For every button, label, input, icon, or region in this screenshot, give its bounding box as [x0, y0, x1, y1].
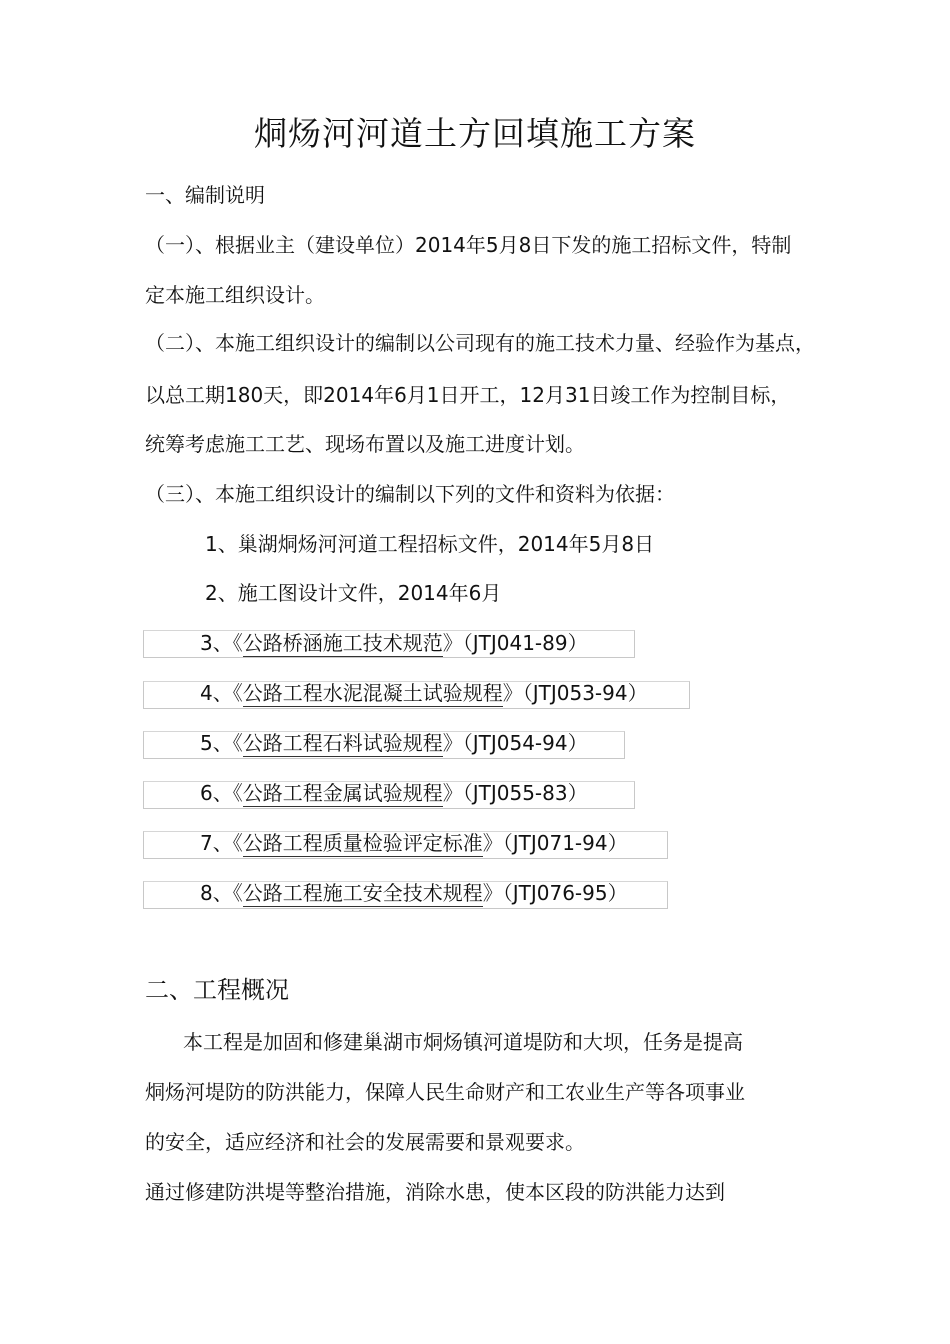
reference-item [200, 881, 628, 905]
reference-code: 》（JTJ041-89） [442, 631, 588, 655]
section2-p1-line1: 本工程是加固和修建巢湖市烔炀镇河道堤防和大坝，任务是提高 [183, 1030, 743, 1054]
reference-title: 公路工程施工安全技术规程 [242, 881, 483, 905]
reference-title: 公路工程金属试验规程 [242, 781, 443, 805]
section2-p2-line1: 通过修建防洪堤等整治措施，消除水患，使本区段的防洪能力达到 [145, 1180, 725, 1204]
section1-heading: 一、编制说明 [145, 183, 265, 207]
reference-item [200, 681, 648, 705]
reference-number: 3、《 [200, 631, 243, 655]
reference-item [200, 631, 588, 655]
document-title: 烔炀河河道土方回填施工方案 [254, 114, 696, 153]
section2-p1-line2: 烔炀河堤防的防洪能力，保障人民生命财产和工农业生产等各项事业 [145, 1080, 745, 1104]
reference-number: 7、《 [200, 831, 243, 855]
reference-code: 》（JTJ071-94） [482, 831, 628, 855]
reference-item [200, 781, 588, 805]
section2-p1-line3: 的安全，适应经济和社会的发展需要和景观要求。 [145, 1130, 585, 1154]
reference-number: 5、《 [200, 731, 243, 755]
reference-code: 》（JTJ055-83） [442, 781, 588, 805]
section2-heading: 二、工程概况 [145, 976, 289, 1004]
reference-item [200, 831, 628, 855]
reference-title: 公路桥涵施工技术规范 [242, 631, 443, 655]
section1-p2-line3: 统筹考虑施工工艺、现场布置以及施工进度计划。 [145, 432, 585, 456]
reference-code: 》（JTJ053-94） [502, 681, 648, 705]
reference-number: 8、《 [200, 881, 243, 905]
section1-p3: （三）、本施工组织设计的编制以下列的文件和资料为依据： [145, 482, 675, 506]
reference-title: 公路工程质量检验评定标准 [242, 831, 483, 855]
section1-p2-line2: 以总工期180天，即2014年6月1日开工，12月31日竣工作为控制目标， [145, 383, 791, 407]
reference-title: 公路工程水泥混凝土试验规程 [242, 681, 503, 705]
section1-p1-line1: （一）、根据业主（建设单位）2014年5月8日下发的施工招标文件，特制 [145, 233, 792, 257]
section1-p1-line2: 定本施工组织设计。 [145, 283, 325, 307]
basis-item-2: 2、施工图设计文件，2014年6月 [205, 581, 502, 605]
reference-item [200, 731, 588, 755]
reference-title: 公路工程石料试验规程 [242, 731, 443, 755]
reference-number: 4、《 [200, 681, 243, 705]
reference-number: 6、《 [200, 781, 243, 805]
reference-code: 》（JTJ054-94） [442, 731, 588, 755]
basis-item-1: 1、巢湖烔炀河河道工程招标文件，2014年5月8日 [205, 532, 655, 556]
reference-code: 》（JTJ076-95） [482, 881, 628, 905]
section1-p2-line1: （二）、本施工组织设计的编制以公司现有的施工技术力量、经验作为基点， [145, 331, 815, 355]
